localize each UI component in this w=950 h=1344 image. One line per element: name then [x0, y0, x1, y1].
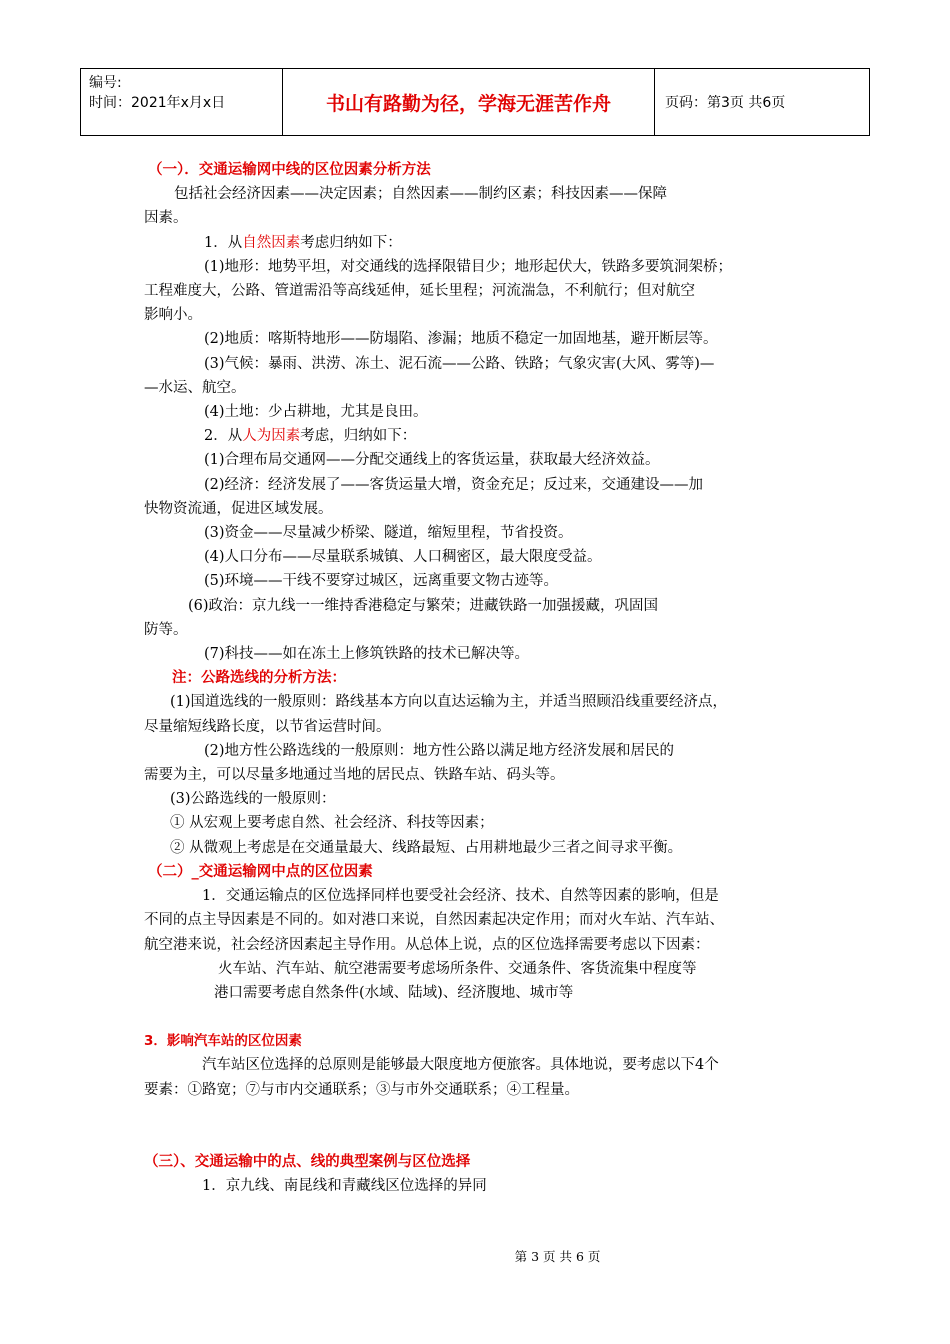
paragraph-line: 汽车站区位选择的总原则是能够最大限度地方便旅客。具体地说，要考虑以下4个: [202, 1057, 719, 1074]
section-4-title: （三）、交通运输中的点、线的典型案例与区位选择: [144, 1153, 471, 1170]
section-1-title: （一）．交通运输网中线的区位因素分析方法: [148, 162, 431, 178]
page-footer: 第 3 页 共 6 页: [514, 1249, 601, 1264]
paragraph-line: —水运、航空。: [144, 379, 246, 396]
text-span: 2．从: [204, 428, 243, 445]
paragraph-line: (2)经济：经济发展了——客货运量大增，资金充足；反过来，交通建设——加: [204, 476, 704, 493]
paragraph-line: (2)地方性公路选线的一般原则：地方性公路以满足地方经济发展和居民的: [204, 742, 675, 759]
highlight-human-factors: 人为因素: [242, 428, 301, 445]
paragraph-line: 不同的点主导因素是不同的。如对港口来说，自然因素起决定作用；而对火车站、汽车站、: [144, 912, 724, 929]
paragraph-line: 航空港来说，社会经济因素起主导作用。从总体上说，点的区位选择需要考虑以下因素：: [144, 936, 710, 953]
natural-factors-line: [144, 231, 806, 255]
note-title: 注：公路选线的分析方法：: [172, 670, 346, 687]
paragraph-line: 尽量缩短线路长度，以节省运营时间。: [144, 718, 391, 735]
highlight-natural-factors: 自然因素: [242, 234, 301, 251]
paragraph-line: (3)气候：暴雨、洪涝、冻土、泥石流——公路、铁路；气象灾害(大风、雾等)—: [204, 355, 715, 372]
text-span: 考虑，归纳如下：: [300, 428, 417, 445]
paragraph-line: (4)人口分布——尽量联系城镇、人口稠密区，最大限度受益。: [204, 549, 602, 566]
paragraph-line: 包括社会经济因素——决定因素；自然因素——制约区素；科技因素——保障: [174, 186, 667, 203]
paragraph-line: (2)地质：喀斯特地形——防塌陷、渗漏；地质不稳定一加固地基，避开断层等。: [204, 331, 718, 348]
paragraph-line: 防等。: [144, 621, 188, 638]
paragraph-line: (1)地形：地势平坦，对交通线的选择限错目少；地形起伏大，铁路多要筑洞架桥；: [204, 258, 733, 275]
header-page-label: 页码：第3页 共6页: [665, 95, 786, 111]
paragraph-line: 快物资流通，促进区域发展。: [144, 500, 333, 517]
human-factors-line: [144, 424, 806, 448]
paragraph-line: (1)合理布局交通网——分配交通线上的客货运量，获取最大经济效益。: [204, 452, 660, 469]
paragraph-line: 工程难度大，公路、管道需沿等高线延伸，延长里程；河流湍急，不利航行；但对航空: [144, 283, 695, 300]
paragraph-line: (5)环境——干线不要穿过城区，远离重要文物古迹等。: [204, 573, 559, 590]
header-motto: 书山有路勤为径，学海无涯苦作舟: [283, 69, 655, 135]
paragraph-line: 港口需要考虑自然条件(水域、陆域)、经济腹地、城市等: [214, 984, 574, 1001]
paragraph-line: 1．交通运输点的区位选择同样也要受社会经济、技术、自然等因素的影响，但是: [202, 888, 719, 905]
paragraph-line: ① 从宏观上要考虑自然、社会经济、科技等因素；: [170, 815, 494, 832]
paragraph-line: (3)公路选线的一般原则：: [170, 791, 336, 808]
paragraph-line: (3)资金——尽量减少桥梁、隧道，缩短里程，节省投资。: [204, 525, 573, 542]
paragraph-line: 需要为主，可以尽量多地通过当地的居民点、铁路车站、码头等。: [144, 767, 565, 784]
text-span: 考虑归纳如下：: [300, 234, 402, 251]
paragraph-line: (4)土地：少占耕地，尤其是良田。: [204, 404, 428, 421]
document-body: [144, 158, 806, 1198]
paragraph-line: (7)科技——如在冻土上修筑铁路的技术已解决等。: [204, 646, 530, 663]
paragraph-line: 1．京九线、南昆线和青藏线区位选择的异同: [202, 1177, 487, 1194]
section-2-title: （二）_交通运输网中点的区位因素: [148, 863, 373, 880]
paragraph-line: 因素。: [144, 210, 188, 227]
page-header: [80, 68, 870, 136]
paragraph-line: 影响小。: [144, 307, 202, 324]
text-span: 1．从: [204, 234, 243, 251]
section-3-title: 3．影响汽车站的区位因素: [144, 1033, 302, 1050]
paragraph-line: ② 从微观上考虑是在交通量最大、线路最短、占用耕地最少三者之间寻求平衡。: [170, 839, 683, 856]
time-label: 时间：2021年x月x日: [89, 95, 226, 111]
paragraph-line: 要素：①路宽；⑦与市内交通联系；③与市外交通联系；④工程量。: [144, 1081, 579, 1098]
header-meta: [81, 69, 283, 135]
paragraph-line: 火车站、汽车站、航空港需要考虑场所条件、交通条件、客货流集中程度等: [218, 960, 697, 977]
number-label: 编号:: [89, 75, 122, 91]
paragraph-line: (1)国道选线的一般原则：路线基本方向以直达运输为主，并适当照顾沿线重要经济点，: [170, 694, 728, 711]
paragraph-line: (6)政治：京九线一一维持香港稳定与繁荣；进藏铁路一加强援藏，巩固国: [188, 597, 659, 614]
